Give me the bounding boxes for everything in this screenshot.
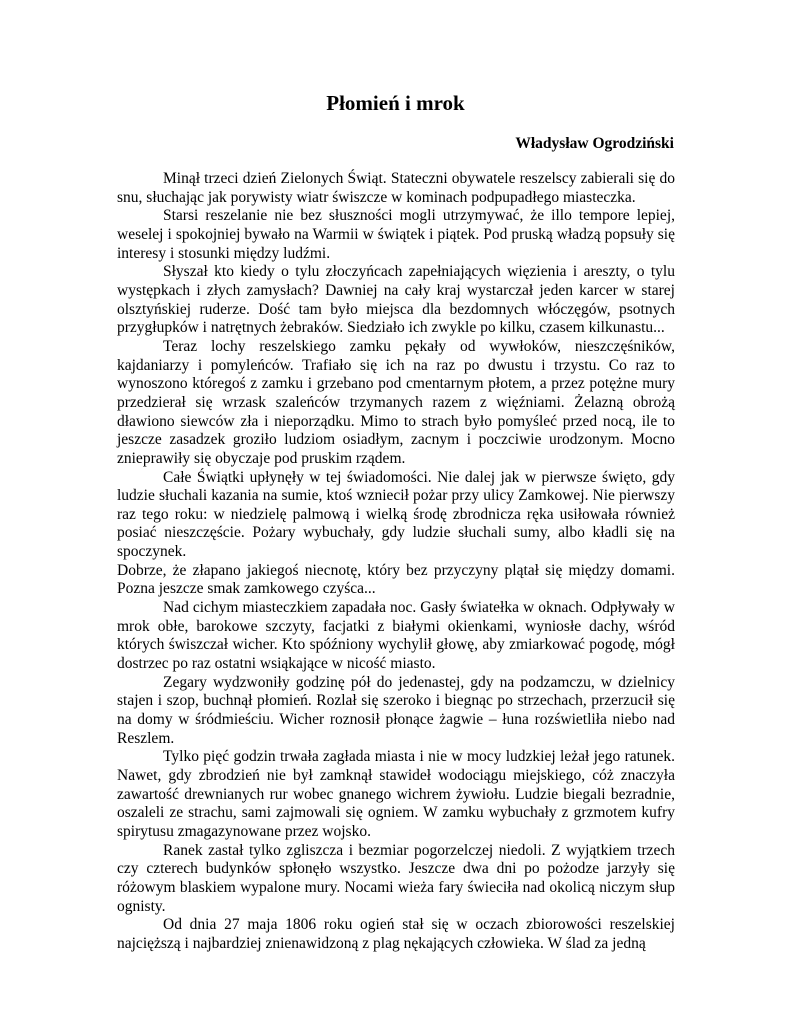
paragraph: Słyszał kto kiedy o tylu złoczyńcach zapełniających więzienia i areszty, o tylu występkach i złych zamysłach? Dawniej na cały kraj wystarczał jeden karcer w starej olsztyńskiej ruderze. Dość tam było miejsca dla bezdomnych włóczęgów, psotnych przygłupków i natrętnych żebraków. Siedziało ich zwykle po kilku, czasem kilkunastu... <box>117 263 675 337</box>
paragraph: Całe Świątki upłynęły w tej świadomości. Nie dalej jak w pierwsze święto, gdy ludzie słuchali kazania na sumie, ktoś wzniecił pożar przy ulicy Zamkowej. Nie pierwszy raz tego roku: w niedzielę palmową i wielką środę zbrodnicza ręka usiłowała również posiać nieszczęście. Pożary wybuchały, gdy ludzie słuchali sumy, albo kładli się na spoczynek. <box>117 468 675 561</box>
paragraph: Starsi reszelanie nie bez słuszności mogli utrzymywać, że illo tempore lepiej, weselej i spokojniej bywało na Warmii w świątek i piątek. Pod pruską władzą popsuły się interesy i stosunki między ludźmi. <box>117 207 675 262</box>
paragraph: Od dnia 27 maja 1806 roku ogień stał się w oczach zbiorowości reszelskiej najcięższą i najbardziej znienawidzoną z plag nękających człowieka. W ślad za jedną <box>117 916 675 952</box>
document-title: Płomień i mrok <box>326 91 465 115</box>
paragraph: Tylko pięć godzin trwała zagłada miasta i nie w mocy ludzkiej leżał jego ratunek. Nawet, gdy zbrodzień nie był zamknął stawideł wodociągu miejskiego, cóż znaczyła zawartość drewnianych rur wobec gnanego wichrem żywiołu. Ludzie biegali bezradnie, oszaleli ze strachu, sami zajmowali się ogniem. W zamku wybuchały z grzmotem kufry spirytusu zmagazynowane przez wojsko. <box>117 748 675 840</box>
paragraph: Ranek zastał tylko zgliszcza i bezmiar pogorzelczej niedoli. Z wyjątkiem trzech czy czterech budynków spłonęło wszystko. Jeszcze dwa dni po pożodze jarzyły się różowym blaskiem wypalone mury. Nocami wieża fary świeciła nad okolicą niczym słup ognisty. <box>117 841 675 915</box>
paragraph: Zegary wydzwoniły godzinę pół do jedenastej, gdy na podzamczu, w dzielnicy stajen i szop, buchnął płomień. Rozlał się szeroko i biegnąc po strzechach, przerzucił się na domy w śródmieściu. Wicher roznosił płonące żagwie – łuna rozświetliła niebo nad Reszlem. <box>117 673 675 747</box>
document-body <box>117 170 675 954</box>
paragraph: Dobrze, że złapano jakiegoś niecnotę, który bez przyczyny plątał się między domami. Pozna jeszcze smak zamkowego czyśca... <box>117 561 675 598</box>
author-name: Władysław Ogrodziński <box>515 135 674 152</box>
paragraph: Nad cichym miasteczkiem zapadała noc. Gasły światełka w oknach. Odpływały w mrok obłe, barokowe szczyty, facjatki z białymi okienkami, wyniosłe dachy, wśród których świszczał wicher. Kto spóźniony wychylił głowę, aby zmiarkować pogodę, mógł dostrzec po raz ostatni wsiąkające w nicość miasto. <box>117 599 675 673</box>
paragraph: Minął trzeci dzień Zielonych Świąt. Stateczni obywatele reszelscy zabierali się do snu, słuchając jak porywisty wiatr świszcze w kominach podpupadłego miasteczka. <box>117 170 675 206</box>
paragraph: Teraz lochy reszelskiego zamku pękały od wywłoków, nieszczęśników, kajdaniarzy i pomyleńców. Trafiało się ich na raz po dwustu i trzystu. Co raz to wynoszono któregoś z zamku i grzebano pod cmentarnym płotem, a przez potężne mury przedzierał się wrzask szaleńców trzymanych razem z więźniami. Żelazną obrożą dławiono siewców zła i nieporządku. Mimo to strach było pomyśleć przed nocą, ile to jeszcze zasadzek groziło ludziom osiadłym, zacnym i poczciwie urodzonym. Mocno zniepraw​iły się obyczaje pod pruskim rządem. <box>117 337 675 467</box>
